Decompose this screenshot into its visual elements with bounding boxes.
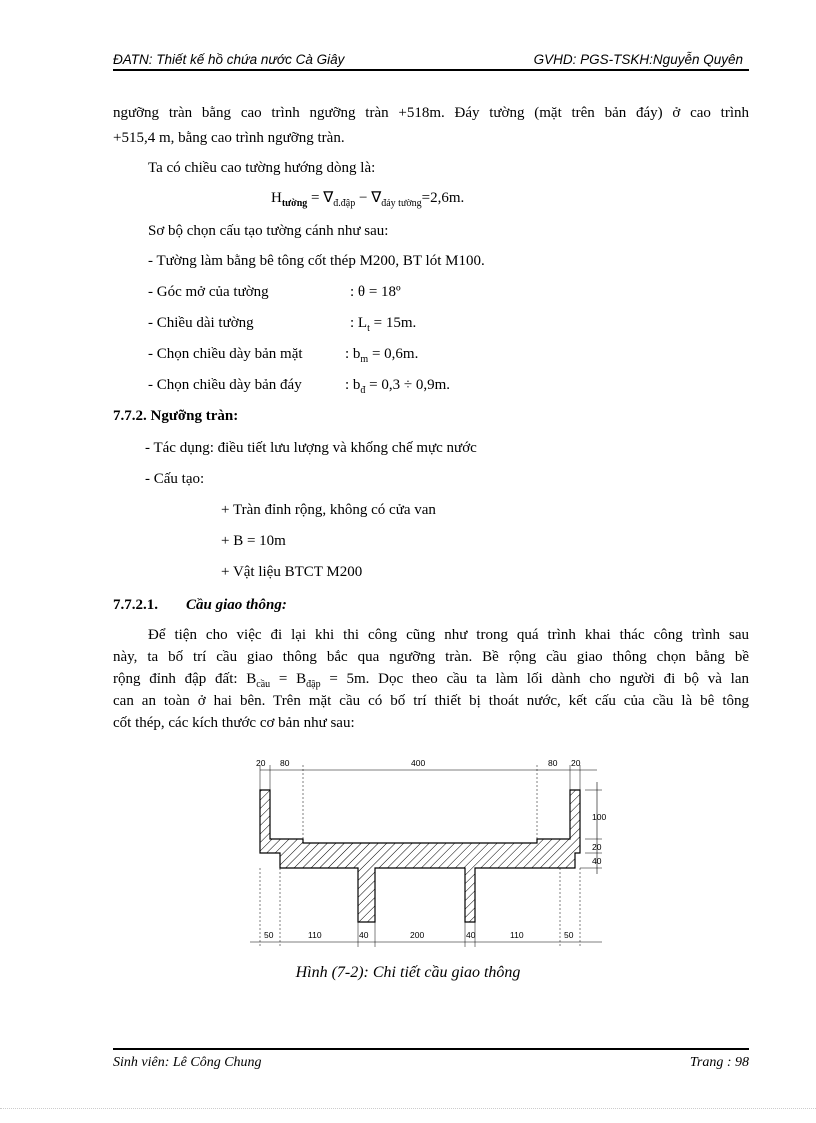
spec-5-label: - Chọn chiều dày bản đáy xyxy=(148,377,302,393)
footer-student: Sinh viên: Lê Công Chung xyxy=(113,1055,262,1070)
paragraph-4-line-4: can an toàn ở hai bên. Trên mặt cầu có bố trí thiết bị thoát nước, kết cấu của cầu là bê tông xyxy=(113,693,749,709)
top-dim-label: 400 xyxy=(411,758,426,768)
paragraph-4-line-2: này, ta bố trí cầu giao thông bắc qua ngưỡng tràn. Bề rộng cầu giao thông chọn bằng bề xyxy=(113,649,749,665)
section-heading-7-7-2: 7.7.2. Ngưỡng tràn: xyxy=(113,408,239,424)
page-bottom-divider xyxy=(0,1108,816,1109)
bottom-dim-label: 50 xyxy=(264,930,274,940)
right-dim-label: 100 xyxy=(592,812,607,822)
top-dim-label: 80 xyxy=(280,758,290,768)
spec-3-label: - Chiều dài tường xyxy=(148,315,254,331)
paragraph-4-line-3: rộng đỉnh đập đất: $B_{cầu} = B_{đập} = 5m$. Dọc theo cầu ta làm lối dành cho người đi bộ và lan xyxy=(113,671,750,690)
paragraph-1-line-2: +515,4 m, bằng cao trình ngưỡng tràn. xyxy=(113,130,345,146)
structure-line: - Cấu tạo: xyxy=(145,471,205,487)
bridge-section-shape xyxy=(260,790,580,922)
spec-2-label: - Góc mở của tường xyxy=(148,284,269,300)
spec-4-value: : $b_m = 0,6m$. xyxy=(345,346,419,365)
top-dim-label: 20 xyxy=(571,758,581,768)
top-dim-label: 20 xyxy=(256,758,266,768)
section-number-7-7-2-1: 7.7.2.1. xyxy=(113,597,158,613)
spec-4-label: - Chọn chiều dày bản mặt xyxy=(148,346,303,362)
paragraph-1-line-1: ngưỡng tràn bằng cao trình ngưỡng tràn +518m. Đáy tường (mặt trên bản đáy) ở cao trình xyxy=(113,105,749,121)
header-rule xyxy=(113,69,749,71)
right-dim-label: 40 xyxy=(592,856,602,866)
effect-line: - Tác dụng: điều tiết lưu lượng và khống chế mực nước xyxy=(145,440,477,456)
paragraph-4-line-5: cốt thép, các kích thước cơ bản như sau: xyxy=(113,715,355,731)
bridge-cross-section-figure xyxy=(240,752,620,952)
bottom-dim-label: 50 xyxy=(564,930,574,940)
bottom-dim-label: 110 xyxy=(308,930,322,940)
paragraph-4-line-1: Để tiện cho việc đi lại khi thi công cũng như trong quá trình khai thác công trình sau xyxy=(148,627,749,643)
structure-item-2: + B = 10m xyxy=(221,533,286,549)
header-right: GVHD: PGS-TSKH:Nguyễn Quyên xyxy=(533,52,743,67)
bottom-dim-label: 40 xyxy=(359,930,369,940)
spec-3-value: : $L_t = 15m$. xyxy=(350,315,417,334)
paragraph-3: Sơ bộ chọn cấu tạo tường cánh như sau: xyxy=(148,223,389,239)
spec-1: - Tường làm bằng bê tông cốt thép M200, BT lót M100. xyxy=(148,253,485,269)
header-left: ĐATN: Thiết kế hồ chứa nước Cà Giây xyxy=(113,52,345,67)
footer-rule xyxy=(113,1048,749,1050)
footer-page-number: Trang : 98 xyxy=(689,1055,749,1070)
spec-5-value: : $b_đ = 0,3 \div 0,9m$. xyxy=(345,377,451,396)
paragraph-2: Ta có chiều cao tường hướng dòng là: xyxy=(148,160,376,176)
spec-2-value: : θ = 18º xyxy=(350,284,401,300)
bottom-dim-label: 40 xyxy=(466,930,476,940)
figure-caption: Hình (7-2): Chi tiết cầu giao thông xyxy=(295,964,521,981)
formula: $H_{tường} = \nabla_{đ.đập} - \nabla_{đáy tường}=2,6m$. xyxy=(271,190,465,209)
structure-item-3: + Vật liệu BTCT M200 xyxy=(221,564,363,580)
top-dim-label: 80 xyxy=(548,758,558,768)
page-footer xyxy=(113,1055,749,1075)
bottom-dim-label: 200 xyxy=(410,930,425,940)
right-dim-label: 20 xyxy=(592,842,602,852)
section-title-7-7-2-1: Cầu giao thông: xyxy=(186,597,287,613)
bottom-dim-label: 110 xyxy=(510,930,524,940)
structure-item-1: + Tràn đỉnh rộng, không có cửa van xyxy=(221,502,436,518)
